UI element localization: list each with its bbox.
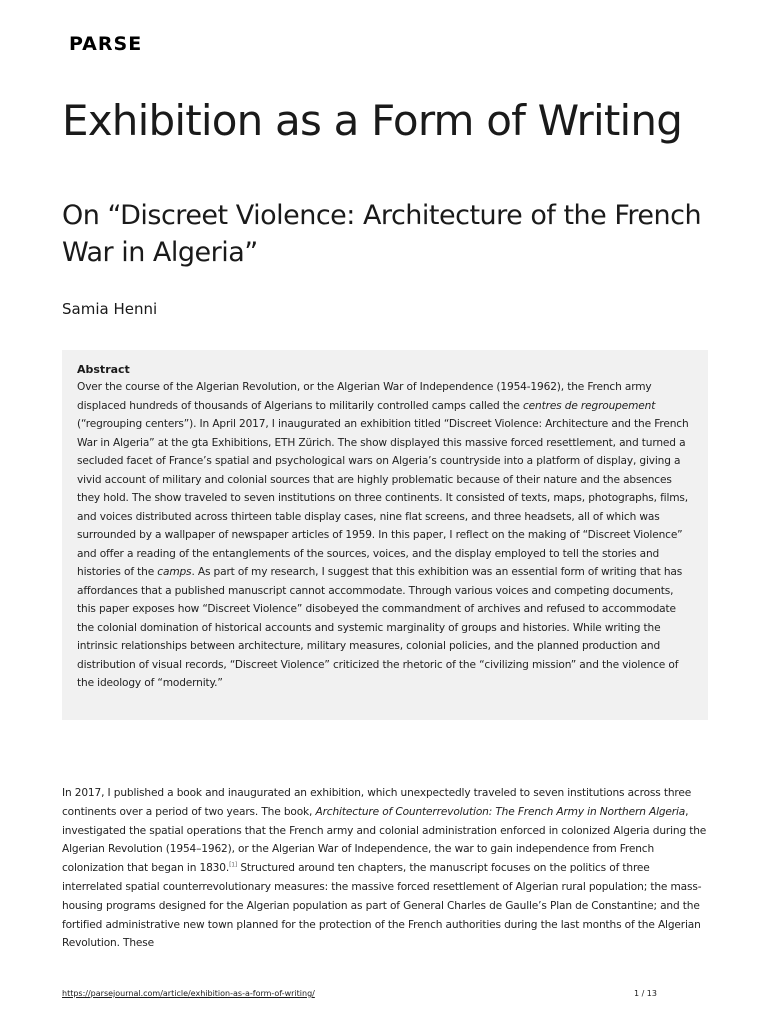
abstract-text-part: (“regrouping centers”). In April 2017, I inaugurated an exhibition titled “Discreet Violence: Architecture and the French War in Algeria” at the gta Exhibitions, ETH Zürich. The show displayed this massive forced resettlement, and turned a secluded facet of France’s spatial and psychological wars on Algeria’s countryside into a platform of display, giving a vivid account of military and colonial sources that are highly problematic because of their nature and the absences they hold. The show traveled to seven institutions on three continents. It consisted of texts, maps, photographs, films, and voices distributed across thirteen table display cases, nine flat screens, and three headsets, all of which was surrounded by a wallpaper of newspaper articles of 1959. In this paper, I reflect on the making of “Discreet Violence” and offer a reading of the entanglements of the sources, voices, and the display employed to tell the stories and histories of the <box>77 418 689 578</box>
abstract-text-part: . As part of my research, I suggest that this exhibition was an essential form of writing that has affordances that a published manuscript cannot accommodate. Through various voices and competing documents, this paper exposes how “Discreet Violence” disobeyed the commandment of archives and refused to accommodate the colonial domination of historical accounts and systemic marginality of groups and histories. While writing the intrinsic relationships between architecture, military measures, colonial policies, and the planned production and distribution of visual records, “Discreet Violence” criticized the rhetoric of the “civilizing mission” and the violence of the ideology of “modernity.” <box>77 566 683 689</box>
article-subtitle: On “Discreet Violence: Architecture of the French War in Algeria” <box>62 200 702 268</box>
logo-text: PARSE <box>69 33 143 55</box>
book-title: Architecture of Counterrevolution: The French Army in Northern Algeria <box>315 805 686 818</box>
article-title: Exhibition as a Form of Writing <box>62 96 683 145</box>
footnote-link[interactable]: [1] <box>229 861 238 869</box>
body-text-part: Structured around ten chapters, the manuscript focuses on the politics of three interrelated spatial counterrevolutionary measures: the massive forced resettlement of Algerian rural population; the mass-housing programs designed for the Algerian population as part of General Charles de Gaulle’s Plan de Constantine; and the fortified administrative new town planned for the protection of the French authorities during the last months of the Algerian Revolution. These <box>62 862 702 950</box>
body-paragraph <box>62 784 710 953</box>
page-number: 1 / 13 <box>633 989 657 998</box>
abstract-text <box>77 378 693 693</box>
abstract-term-centres: centres de regroupement <box>523 399 656 412</box>
parse-logo[interactable] <box>69 33 142 55</box>
body-text-part: In 2017, I published a book and inaugurated an exhibition, which unexpectedly traveled to seven institutions across three continents over a period of two years. The book, <box>62 787 692 818</box>
abstract-text-part: Over the course of the Algerian Revolution, or the Algerian War of Independence (1954-1962), the French army displaced hundreds of thousands of Algerians to militarily controlled camps called the <box>77 381 652 412</box>
abstract-term-camps: camps <box>157 566 192 578</box>
body-text-part: , investigated the spatial operations that the French army and colonial administration enforced in colonized Algeria during the Algerian Revolution (1954–1962), or the Algerian War of Independence, the war to gain independence from French colonization that began in 1830. <box>62 805 707 875</box>
article-author: Samia Henni <box>62 300 158 318</box>
abstract-box <box>62 350 708 720</box>
abstract-heading: Abstract <box>77 363 130 376</box>
footer-url-link[interactable]: https://parsejournal.com/article/exhibition-as-a-form-of-writing/ <box>62 989 315 998</box>
